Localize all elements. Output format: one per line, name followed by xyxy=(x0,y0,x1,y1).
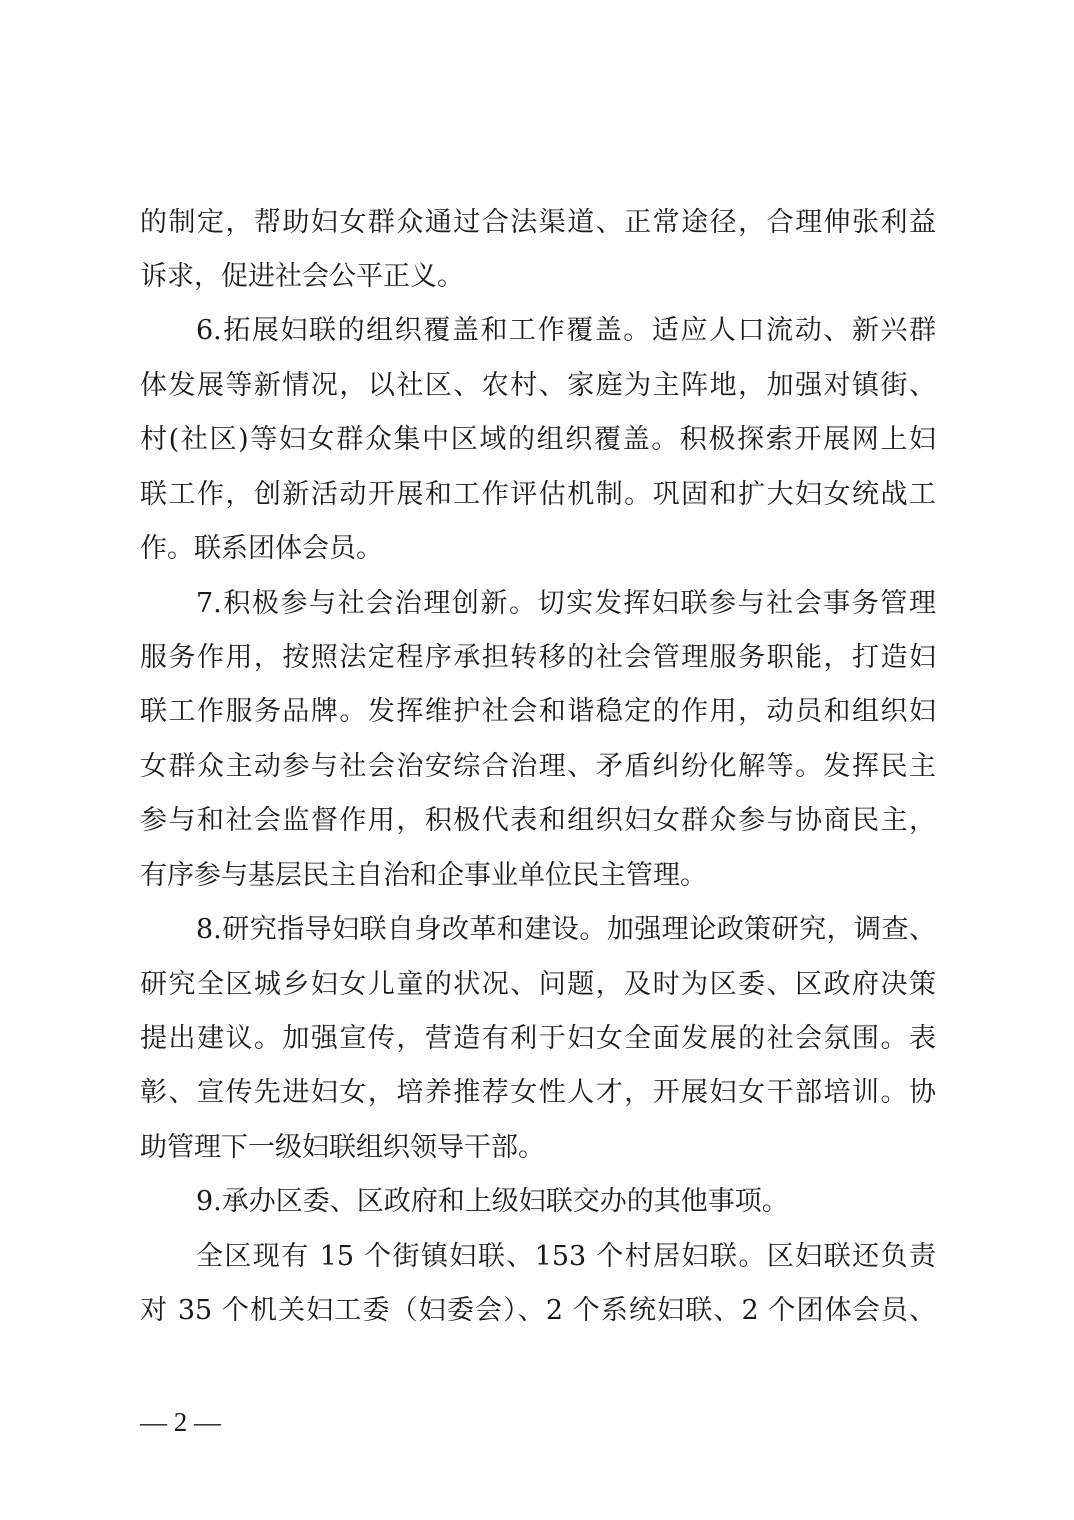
text-line: 提出建议。加强宣传，营造有利于妇女全面发展的社会氛围。表 xyxy=(140,1023,936,1054)
text-line: 全区现有 15 个街镇妇联、153 个村居妇联。区妇联还负责 xyxy=(196,1241,936,1272)
text-line: 助管理下一级妇联组织领导干部。 xyxy=(140,1132,545,1163)
text-line: 村(社区)等妇女群众集中区域的组织覆盖。积极探索开展网上妇 xyxy=(140,424,936,455)
paragraph-heading-line: 6.拓展妇联的组织覆盖和工作覆盖。适应人口流动、新兴群 xyxy=(196,315,936,346)
text-line: 对 35 个机关妇工委（妇委会）、2 个系统妇联、2 个团体会员、 xyxy=(140,1295,936,1326)
text-line: 有序参与基层民主自治和企事业单位民主管理。 xyxy=(140,860,707,891)
page-number: — 2 — xyxy=(140,1407,221,1437)
text-line: 联工作，创新活动开展和工作评估机制。巩固和扩大妇女统战工 xyxy=(140,479,936,510)
text-line: 联工作服务品牌。发挥维护社会和谐稳定的作用，动员和组织妇 xyxy=(140,696,936,727)
paragraph-heading-line: 8.研究指导妇联自身改革和建设。加强理论政策研究，调查、 xyxy=(196,914,936,945)
text-line: 彰、宣传先进妇女，培养推荐女性人才，开展妇女干部培训。协 xyxy=(140,1077,936,1108)
text-line: 女群众主动参与社会治安综合治理、矛盾纠纷化解等。发挥民主 xyxy=(140,751,936,782)
paragraph-heading-line: 7.积极参与社会治理创新。切实发挥妇联参与社会事务管理 xyxy=(196,588,936,619)
text-line: 服务作用，按照法定程序承担转移的社会管理服务职能，打造妇 xyxy=(140,642,936,673)
text-line: 参与和社会监督作用，积极代表和组织妇女群众参与协商民主， xyxy=(140,805,936,836)
paragraph-heading-line: 9.承办区委、区政府和上级妇联交办的其他事项。 xyxy=(196,1186,789,1217)
text-line: 作。联系团体会员。 xyxy=(140,533,383,564)
text-line: 的制定，帮助妇女群众通过合法渠道、正常途径，合理伸张利益 xyxy=(140,207,936,238)
text-line: 体发展等新情况，以社区、农村、家庭为主阵地，加强对镇街、 xyxy=(140,370,936,401)
text-line: 研究全区城乡妇女儿童的状况、问题，及时为区委、区政府决策 xyxy=(140,969,936,1000)
text-line: 诉求，促进社会公平正义。 xyxy=(140,261,464,292)
